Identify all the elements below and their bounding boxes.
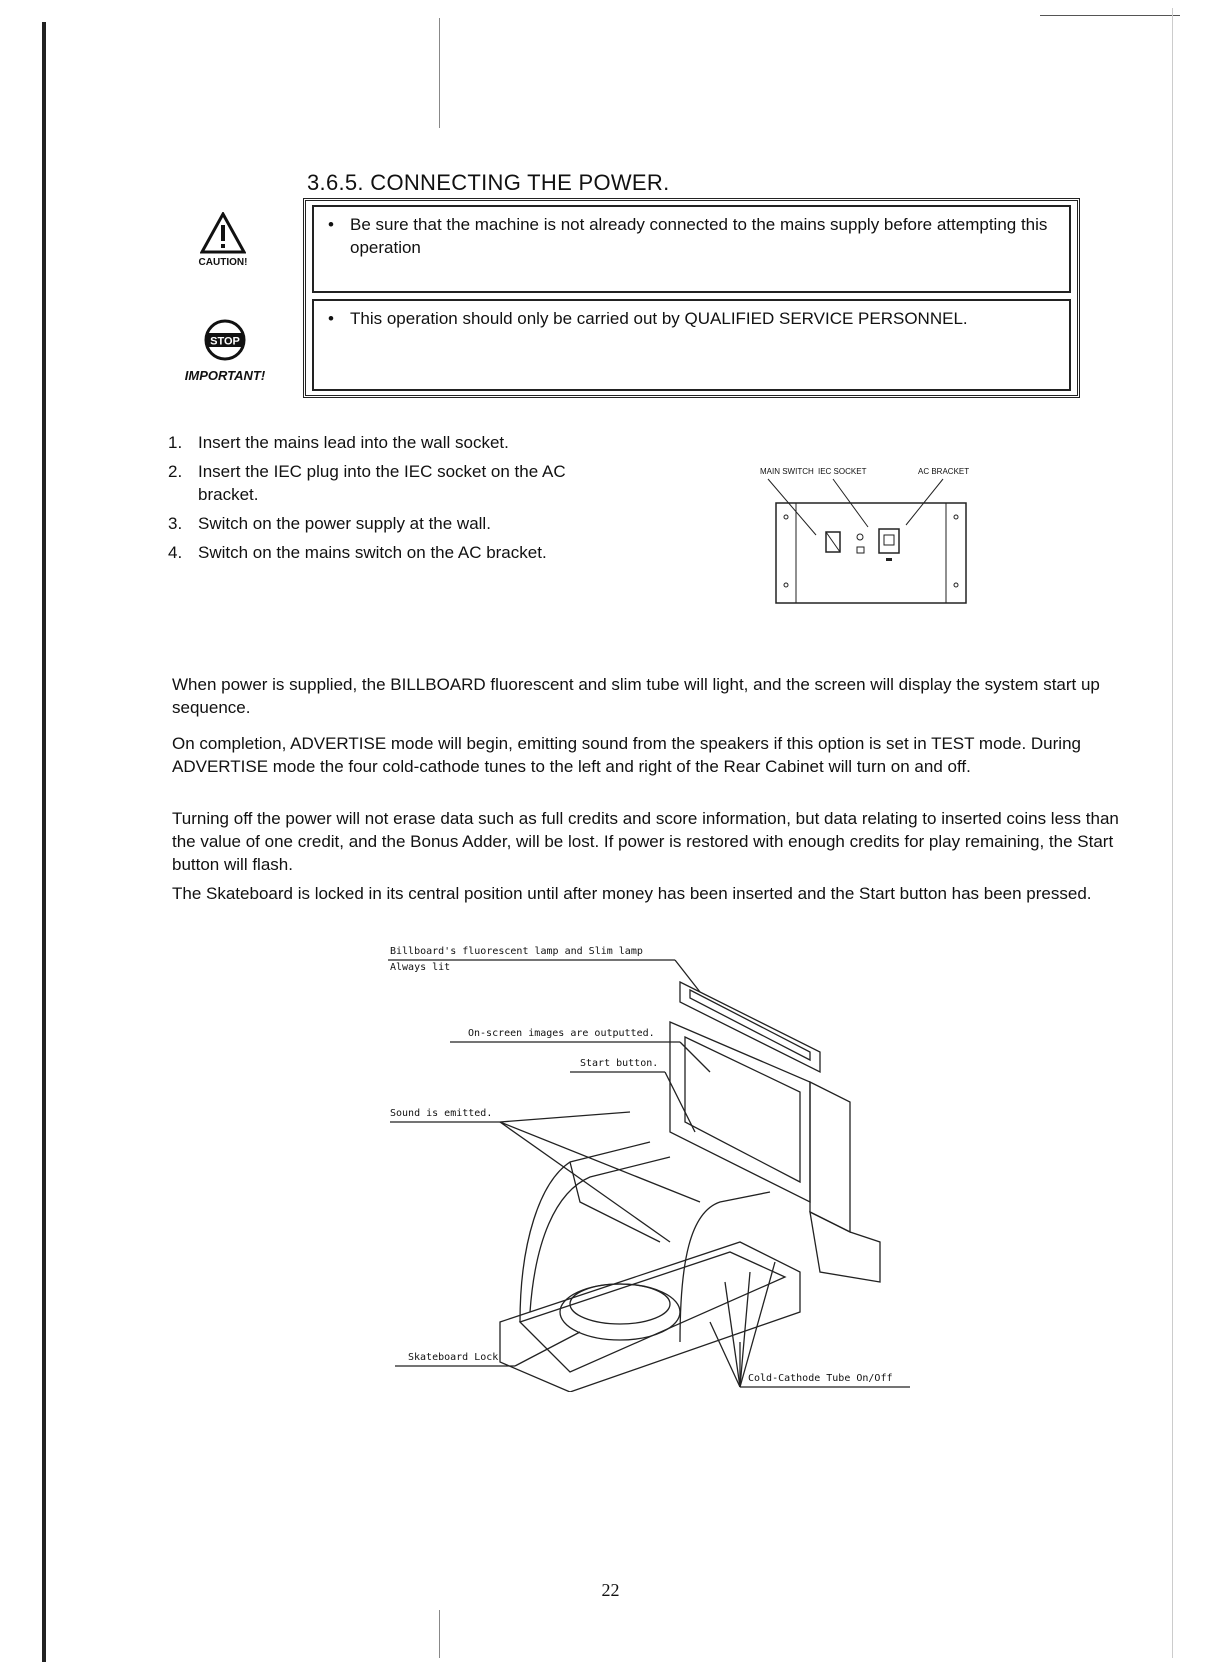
step-text: Insert the IEC plug into the IEC socket on the AC bracket. (198, 462, 566, 504)
step-text: Insert the mains lead into the wall socket. (198, 433, 509, 452)
step-number: 1. (168, 433, 183, 452)
skateboard-lock-label: Skateboard Lock (408, 1352, 499, 1363)
step-number: 3. (168, 514, 183, 533)
caution-warning-text: Be sure that the machine is not already connected to the mains supply before attempting this operation (350, 215, 1048, 257)
warning-frame (303, 198, 1080, 398)
important-warning-text: This operation should only be carried out by QUALIFIED SERVICE PERSONNEL. (350, 309, 968, 328)
fold-line-bottom (439, 1610, 440, 1658)
iec-socket-label: IEC SOCKET (818, 467, 867, 476)
caution-warning-box (312, 205, 1071, 293)
page-number: 22 (601, 1580, 620, 1600)
stop-sign-text: STOP (210, 335, 240, 348)
start-button-label: Start button. (580, 1058, 659, 1069)
machine-drawing (380, 942, 940, 1392)
list-item (168, 460, 588, 506)
bullet-icon: • (328, 215, 334, 234)
connection-steps-list (168, 431, 588, 570)
cold-cathode-label: Cold-Cathode Tube On/Off (748, 1373, 893, 1384)
step-number: 4. (168, 543, 183, 562)
important-label: IMPORTANT! (184, 368, 266, 383)
always-lit-label: Always lit (390, 962, 451, 973)
billboard-lamp-label: Billboard's fluorescent lamp and Slim lamp (390, 946, 643, 957)
step-text: Switch on the mains switch on the AC bracket. (198, 543, 547, 562)
paragraph-skateboard-lock: The Skateboard is locked in its central position until after money has been inserted and the Start button has been pressed. (172, 884, 1092, 903)
main-switch-label: MAIN SWITCH (760, 467, 814, 476)
machine-diagram (380, 942, 940, 1392)
paragraph-power-off: Turning off the power will not erase data such as full credits and score information, but data relating to inserted coins less than the value of one credit, and the Bonus Adder, will be lost. If power is restored with enough credits for play remaining, the Start button will flash. (172, 809, 1119, 874)
sound-emitted-label: Sound is emitted. (390, 1108, 493, 1119)
list-item (168, 431, 588, 454)
step-text: Switch on the power supply at the wall. (198, 514, 491, 533)
stop-sign-icon (203, 318, 247, 362)
caution-icon (178, 212, 268, 268)
scan-line-top (1040, 15, 1180, 16)
step-number: 2. (168, 462, 183, 481)
caution-label: CAUTION! (198, 257, 248, 268)
paragraph-advertise-mode: On completion, ADVERTISE mode will begin, emitting sound from the speakers if this option is set in TEST mode. During ADVERTISE mode the four cold-cathode tunes to the left and right of the Rear Cabinet will turn on and off. (172, 734, 1081, 776)
important-warning-box (312, 299, 1071, 391)
bracket-drawing (758, 467, 988, 607)
list-item (168, 541, 588, 564)
paragraph-power-supplied: When power is supplied, the BILLBOARD fluorescent and slim tube will light, and the screen will display the system start up sequence. (172, 675, 1100, 717)
stop-icon (170, 318, 280, 383)
onscreen-images-label: On-screen images are outputted. (468, 1028, 655, 1039)
scan-line-right (1172, 8, 1173, 1658)
bullet-icon: • (328, 309, 334, 328)
ac-bracket-label: AC BRACKET (918, 467, 970, 476)
fold-line-top (439, 18, 440, 128)
ac-bracket-diagram (758, 467, 988, 607)
section-title: 3.6.5. CONNECTING THE POWER. (307, 170, 670, 195)
warning-triangle-icon (200, 212, 246, 254)
scan-border-left (42, 22, 46, 1662)
list-item (168, 512, 588, 535)
